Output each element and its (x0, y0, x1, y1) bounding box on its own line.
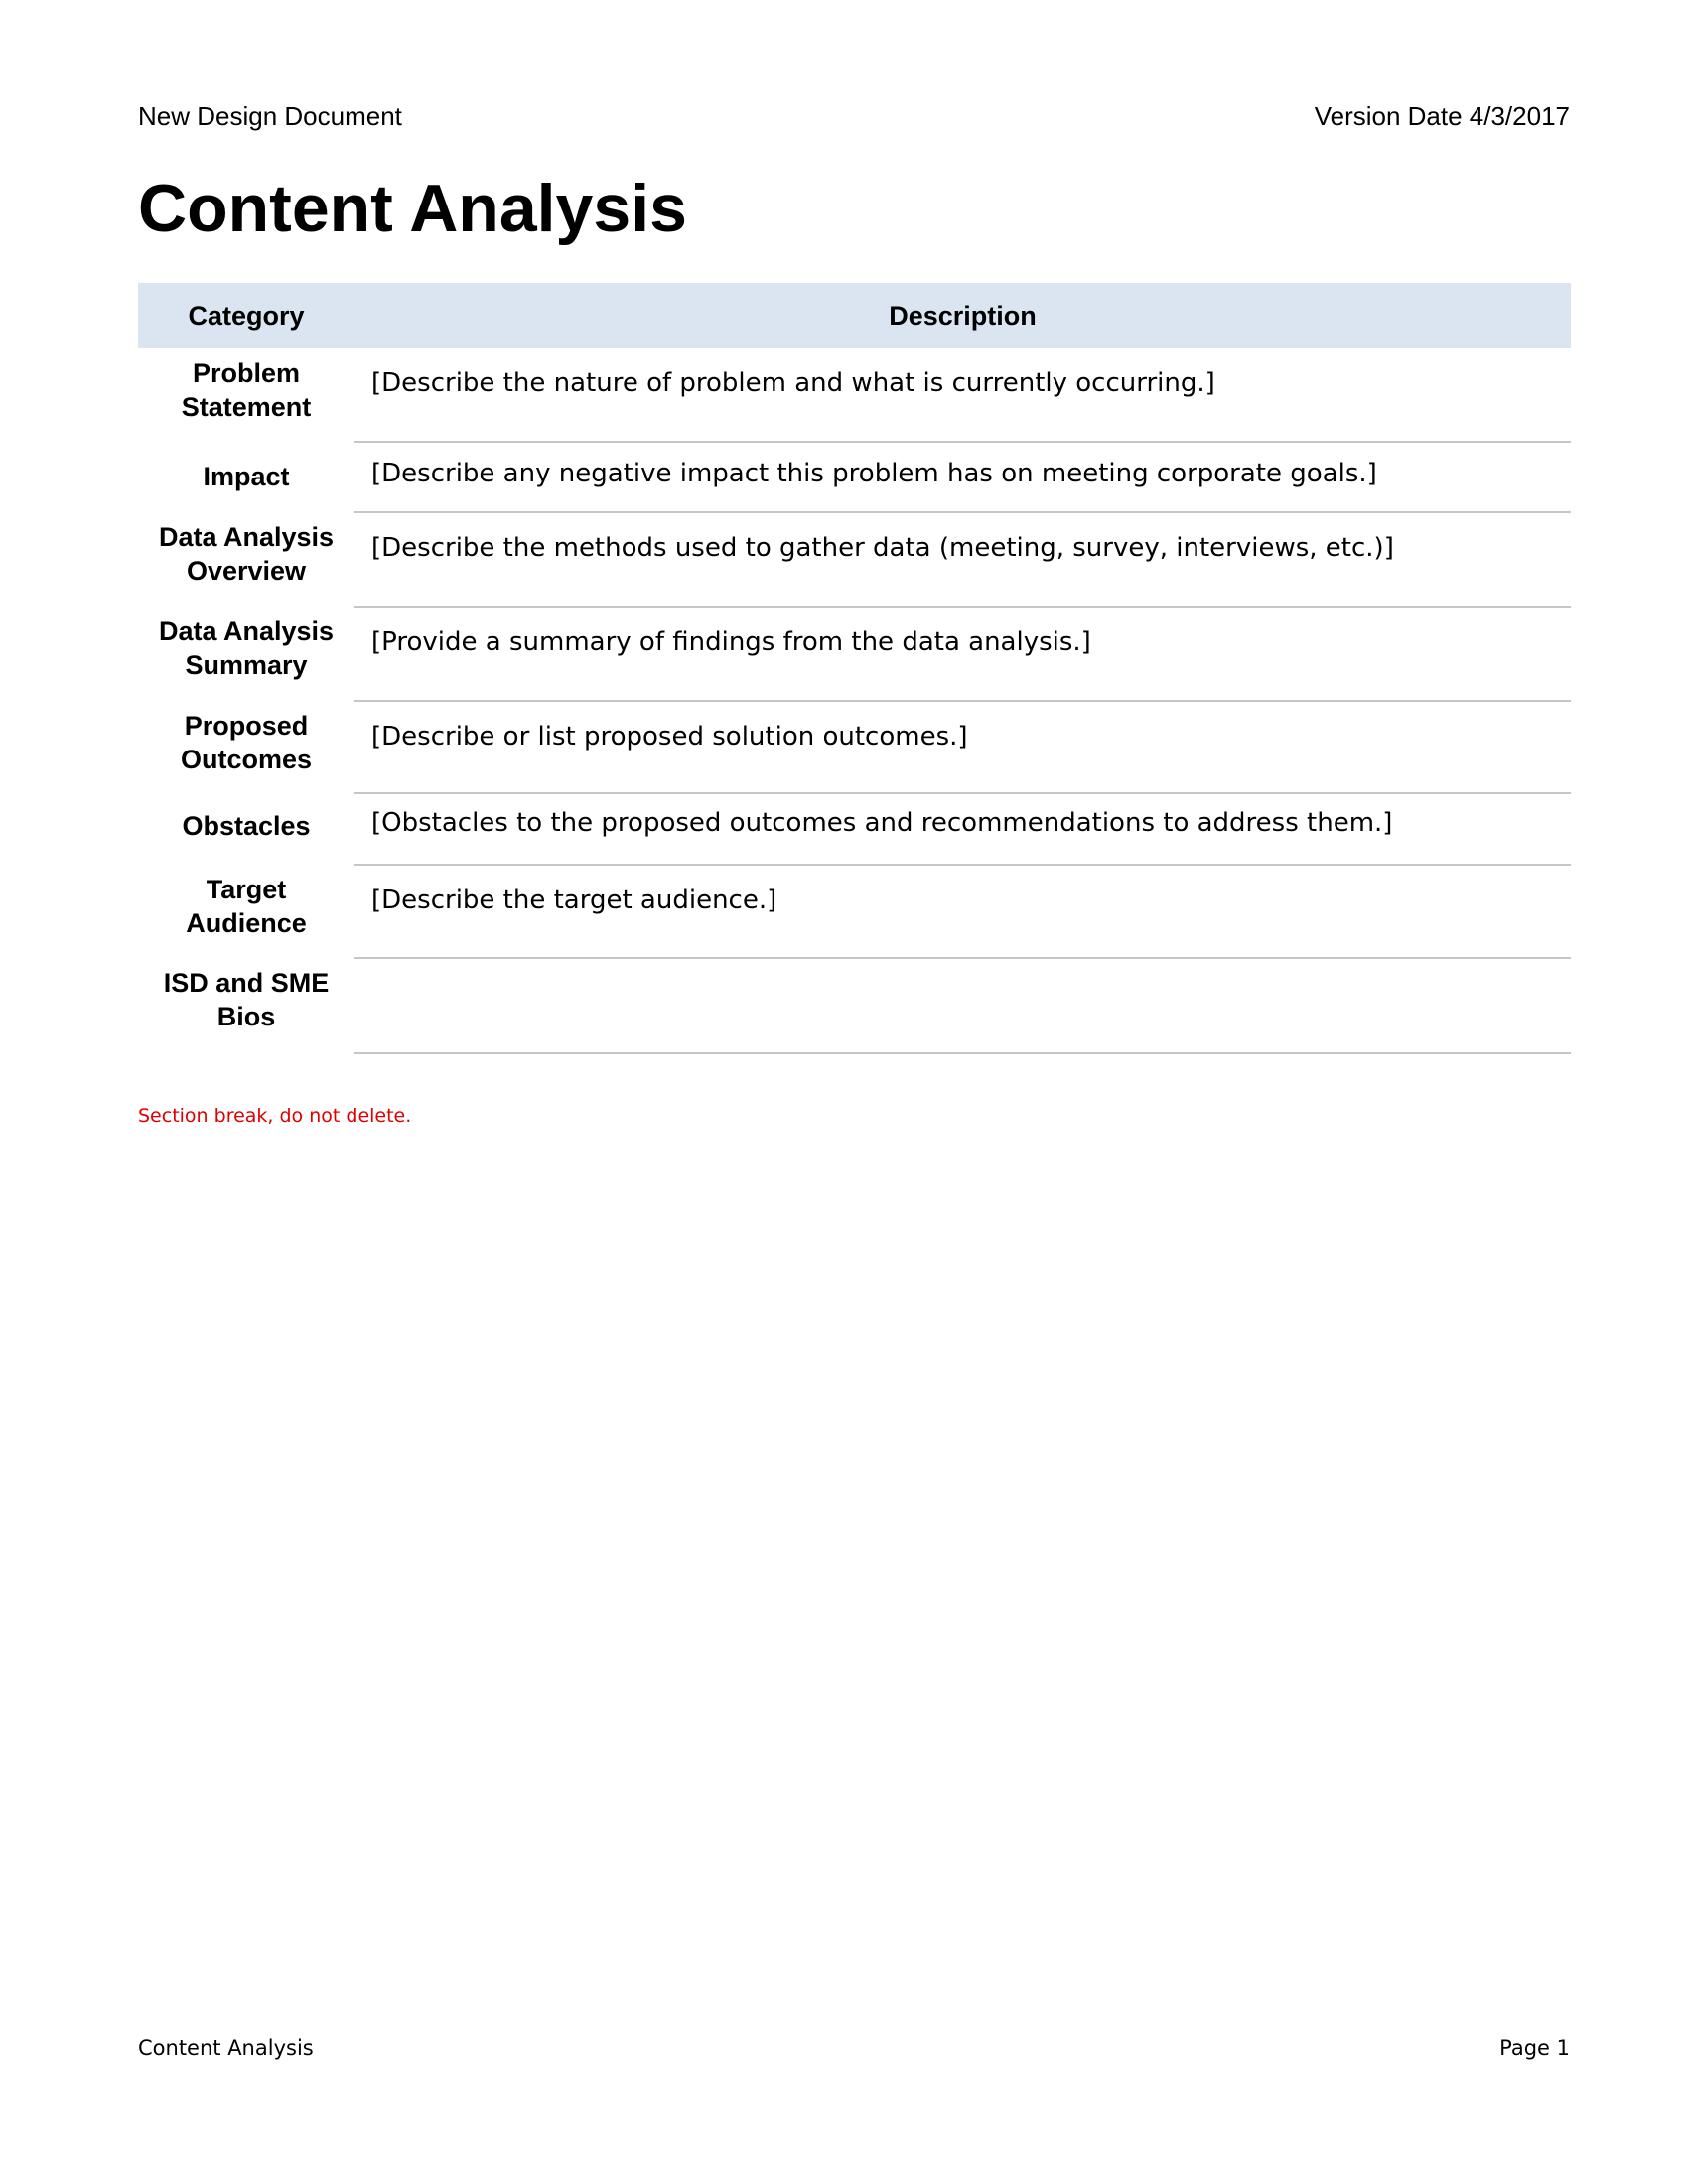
category-cell: Proposed Outcomes (180, 711, 313, 774)
category-column-header: Category (138, 283, 354, 348)
table-row (138, 793, 1571, 865)
table-row (138, 348, 1571, 442)
description-cell[interactable]: [Describe or list proposed solution outcomes.] (354, 701, 1571, 793)
description-cell[interactable]: [Obstacles to the proposed outcomes and recommendations to address them.] (354, 793, 1571, 865)
description-cell[interactable]: [Describe the nature of problem and what is currently occurring.] (354, 348, 1571, 442)
table-row (138, 958, 1571, 1053)
table-header-row (138, 283, 1571, 348)
description-cell[interactable] (354, 958, 1571, 1053)
description-cell[interactable]: [Provide a summary of findings from the data analysis.] (354, 607, 1571, 701)
footer-document-title: Content Analysis (138, 2036, 314, 2060)
table-row (138, 607, 1571, 701)
category-cell: Problem Statement (181, 358, 312, 422)
table-row (138, 442, 1571, 512)
content-analysis-table (138, 283, 1571, 1054)
page-title: Content Analysis (138, 171, 687, 246)
category-cell: Target Audience (186, 875, 307, 938)
footer-page-number: Page 1 (1499, 2036, 1570, 2060)
category-cell: Impact (203, 462, 290, 491)
description-column-header: Description (354, 283, 1571, 348)
table-row (138, 512, 1571, 607)
section-break-note: Section break, do not delete. (138, 1105, 412, 1127)
table-row (138, 701, 1571, 793)
header-document-name: New Design Document (138, 101, 402, 131)
category-cell: Data Analysis Summary (158, 616, 335, 680)
table-row (138, 865, 1571, 958)
category-cell: Data Analysis Overview (158, 522, 335, 586)
category-cell: Obstacles (182, 811, 311, 841)
description-cell[interactable]: [Describe the methods used to gather data (meeting, survey, interviews, etc.)] (354, 512, 1571, 607)
description-cell[interactable]: [Describe the target audience.] (354, 865, 1571, 958)
header-version-date: Version Date 4/3/2017 (1314, 101, 1570, 131)
description-cell[interactable]: [Describe any negative impact this problem has on meeting corporate goals.] (354, 442, 1571, 512)
category-cell: ISD and SME Bios (163, 968, 330, 1031)
